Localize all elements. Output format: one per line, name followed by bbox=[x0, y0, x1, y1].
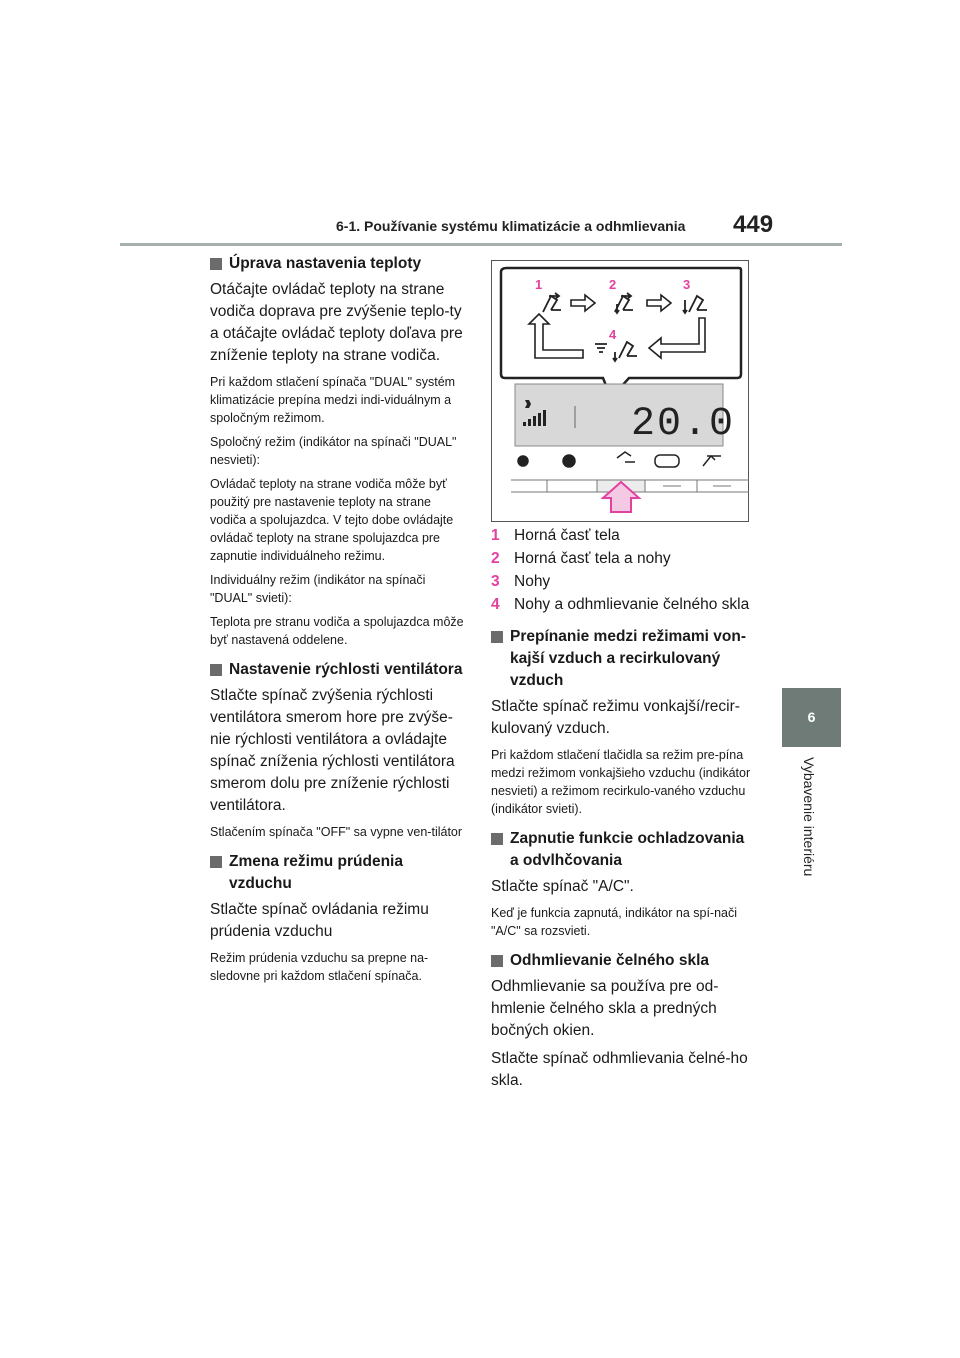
airflow-body: Stlačte spínač ovládania režimu prúdenia vzduchu bbox=[210, 901, 429, 940]
airflow-mode-figure bbox=[491, 260, 749, 522]
bullet-square-icon bbox=[491, 955, 503, 967]
bullet-square-icon bbox=[210, 856, 222, 868]
list-item: 3 Nohy bbox=[491, 573, 551, 590]
ac-heading: Zapnutie funkcie ochladzovania a odvlhčovania bbox=[491, 828, 751, 872]
mode-label-1: 1 bbox=[535, 277, 543, 292]
defog-heading: Odhmlievanie čelného skla bbox=[491, 950, 751, 972]
temp-note: Teplota pre stranu vodiča a spolujazdca môže byť nastavená oddelene. bbox=[210, 615, 464, 647]
defog-body: Stlačte spínač odhmlievania čelné-ho skla. bbox=[491, 1050, 748, 1089]
mode-list bbox=[491, 525, 751, 616]
bullet-square-icon bbox=[210, 664, 222, 676]
airflow-note: Režim prúdenia vzduchu sa prepne na-sledovne pri každom stlačení spínača. bbox=[210, 951, 429, 983]
list-item: 1 Horná časť tela bbox=[491, 527, 620, 544]
recirc-body: Stlačte spínač režimu vonkajší/recir-kulovaný vzduch. bbox=[491, 698, 740, 737]
bullet-square-icon bbox=[491, 833, 503, 845]
temp-body: Otáčajte ovládač teploty na strane vodiča doprava pre zvýšenie teplo-ty a otáčajte ovládač teploty doľava pre zníženie teploty na strane vodiča. bbox=[210, 281, 463, 364]
ac-body: Stlačte spínač "A/C". bbox=[491, 878, 634, 895]
recirc-heading: Prepínanie medzi režimami von-kajší vzduch a recirkulovaný vzduch bbox=[491, 626, 751, 692]
temp-note: Ovládač teploty na strane vodiča môže byť použitý pre nastavenie teploty na strane vodiča a spolujazdca. V tejto dobe ovládajte ovládač teploty na strane spolujazdca pre zapnutie individuálneho režimu. bbox=[210, 477, 454, 563]
temperature-readout: 20.0 bbox=[631, 402, 736, 447]
chapter-label: Vybavenie interiéru bbox=[801, 757, 817, 877]
bullet-square-icon bbox=[210, 258, 222, 270]
airflow-heading: Zmena režimu prúdenia vzduchu bbox=[210, 851, 468, 895]
page-number: 449 bbox=[733, 211, 774, 238]
section-title: 6-1. Používanie systému klimatizácie a odhmlievania bbox=[336, 218, 686, 234]
temp-heading: Úprava nastavenia teploty bbox=[210, 253, 468, 275]
defog-body: Odhmlievanie sa používa pre od-hmlenie čelného skla a predných bočných okien. bbox=[491, 978, 719, 1039]
temp-note: Pri každom stlačení spínača "DUAL" systém klimatizácie prepína medzi indi-viduálnym a spoločným režimom. bbox=[210, 375, 456, 425]
header-divider bbox=[120, 243, 842, 246]
right-column bbox=[491, 525, 751, 1098]
temp-note: Individuálny režim (indikátor na spínači "DUAL" svieti): bbox=[210, 573, 426, 605]
recirc-note: Pri každom stlačení tlačidla sa režim pre-pína medzi režimom vonkajšieho vzduchu (indikátor nesvieti) a režimom recirkulo-vaného vzduchu (indikátor svieti). bbox=[491, 748, 751, 816]
list-item: 2 Horná časť tela a nohy bbox=[491, 550, 671, 567]
temp-note: Spoločný režim (indikátor na spínači "DUAL" nesvieti): bbox=[210, 435, 457, 467]
chapter-tab: 6 bbox=[782, 688, 841, 747]
left-column bbox=[210, 253, 468, 991]
bullet-square-icon bbox=[491, 631, 503, 643]
mode-label-3: 3 bbox=[683, 277, 691, 292]
list-item: 4 Nohy a odhmlievanie čelného skla bbox=[491, 596, 750, 613]
mode-label-4: 4 bbox=[609, 327, 617, 342]
fan-body: Stlačte spínač zvýšenia rýchlosti ventilátora smerom hore pre zvýše-nie rýchlosti ventilátora a ovládajte spínač zníženia rýchlosti ventilátora smerom dolu pre zníženie rýchlosti ventilátora. bbox=[210, 687, 455, 814]
fan-note: Stlačením spínača "OFF" sa vypne ven-tilátor bbox=[210, 825, 463, 839]
mode-label-2: 2 bbox=[609, 277, 617, 292]
ac-note: Keď je funkcia zapnutá, indikátor na spí-nači "A/C" sa rozsvieti. bbox=[491, 906, 738, 938]
climate-panel-illustration bbox=[491, 260, 749, 522]
fan-heading: Nastavenie rýchlosti ventilátora bbox=[210, 659, 468, 681]
